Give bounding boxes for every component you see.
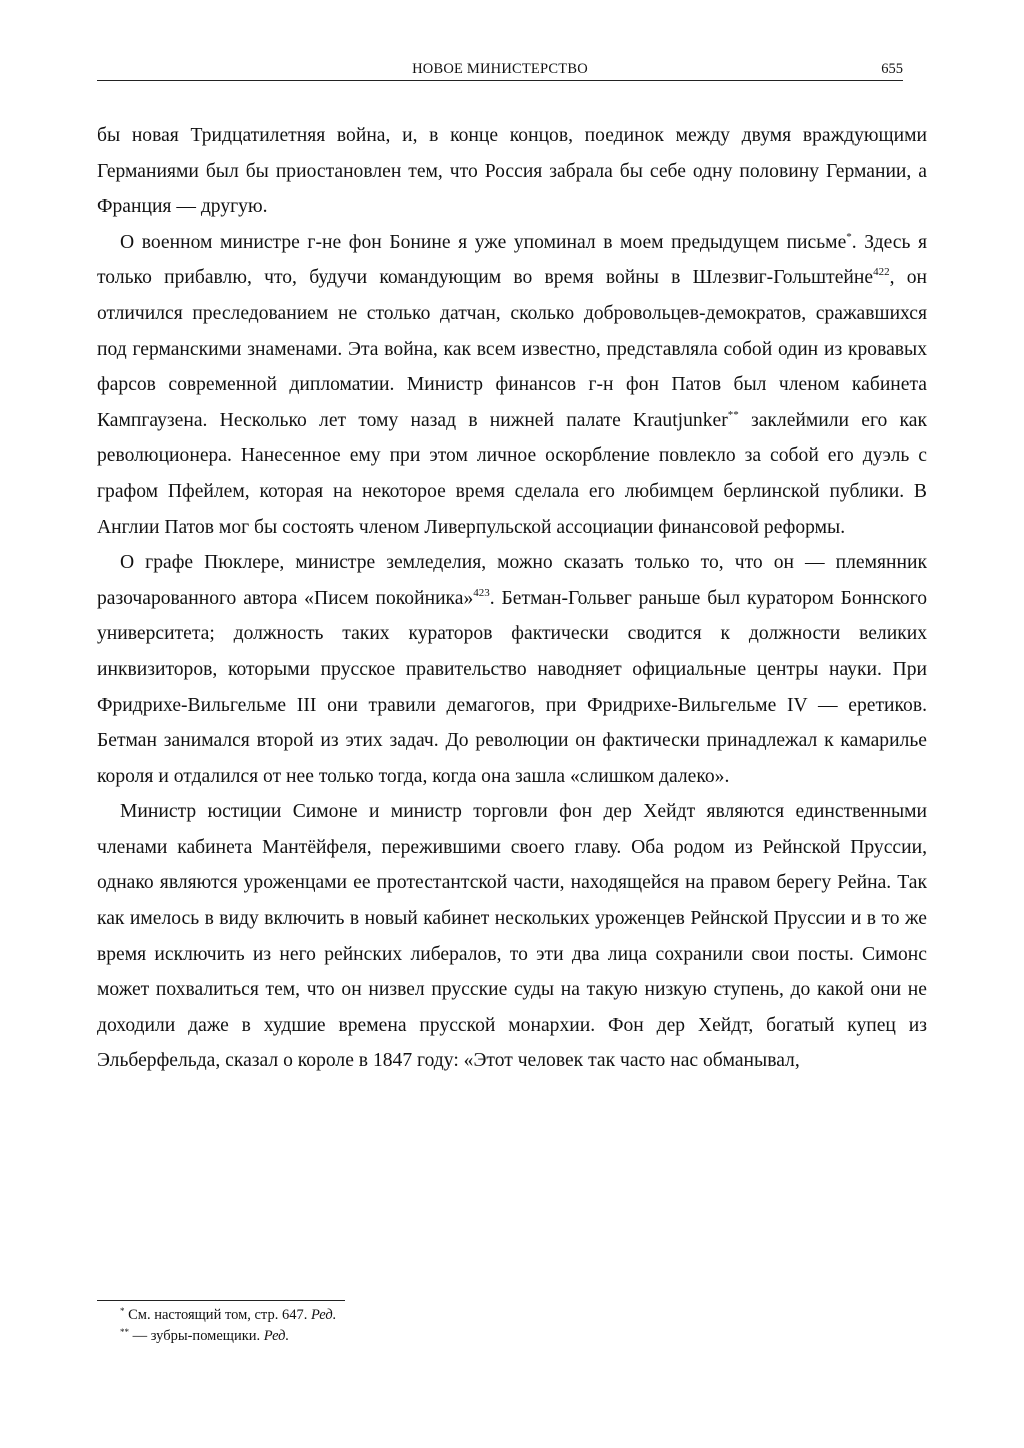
footnote-separator	[97, 1300, 345, 1301]
paragraph	[97, 225, 927, 545]
paragraph	[97, 118, 927, 225]
running-title: НОВОЕ МИНИСТЕРСТВО	[412, 61, 588, 77]
paragraph-text: О графе Пюклере, министре земледелия, можно сказать только то, что он — племянник разочарованного автора «Писем покойника»	[97, 552, 927, 609]
paragraph-text: , он отличился преследованием не столько датчан, сколько добровольцев-демократов, сражавшихся под германскими знаменами. Эта война, как всем известно, представляла собой один из кровавых фарсов современной дипломатии. Министр финансов г-н фон Патов был членом кабинета Кампгаузена. Несколько лет тому назад в нижней палате Krautjunker	[97, 267, 927, 431]
paragraph-text: бы новая Тридцатилетняя война, и, в конце концов, поединок между двумя враждующими Германиями был бы приостановлен тем, что Россия забрала бы себе одну половину Германии, а Франция — другую.	[97, 125, 927, 218]
footnote-reference: 422	[873, 266, 890, 279]
footnote-mark: **	[120, 1327, 129, 1337]
footnote-mark: *	[120, 1306, 125, 1316]
body-text	[97, 118, 927, 1079]
paragraph	[97, 545, 927, 794]
footnote-reference: *	[846, 230, 852, 243]
footnote	[120, 1305, 820, 1326]
editor-note: Ред.	[310, 1307, 337, 1323]
footnote-text: — зубры-помещики.	[129, 1328, 264, 1344]
editor-note: Ред.	[263, 1328, 290, 1344]
running-header	[97, 60, 903, 81]
paragraph-text: . Здесь я только прибавлю, что, будучи командующим во время войны в Шлезвиг-Гольштейне	[97, 231, 928, 289]
paragraph-text: Министр юстиции Симоне и министр торговли фон дер Хейдт являются единственными членами кабинета Мантёйфеля, пережившими своего главу. Оба родом из Рейнской Пруссии, однако являются уроженцами ее протестантской части, находящейся на правом берегу Рейна. Так как имелось в виду включить в новый кабинет нескольких уроженцев Рейнской Пруссии и в то же время исключить из него рейнских либералов, то эти два лица сохранили свои посты. Симонс может похвалиться тем, что он низвел прусские суды на такую низкую ступень, до какой они не доходили даже в худшие времена прусской монархии. Фон дер Хейдт, богатый купец из Эльберфельда, сказал о короле в 1847 году: «Этот человек так часто нас обманывал,	[97, 801, 927, 1072]
footnote-text: См. настоящий том, стр. 647.	[124, 1307, 311, 1323]
paragraph	[97, 794, 927, 1079]
footnote-reference: 423	[473, 586, 490, 599]
footnotes	[120, 1305, 820, 1347]
paragraph-text: . Бетман-Гольвег раньше был куратором Боннского университета; должность таких кураторов фактически сводится к должности великих инквизиторов, которыми прусское правительство наводняет официальные центры науки. При Фридрихе-Вильгельме III они травили демагогов, при Фридрихе-Вильгельме IV — еретиков. Бетман занимался второй из этих задач. До революции он фактически принадлежал к камарилье короля и отдалился от нее только тогда, когда она зашла «слишком далеко».	[97, 587, 927, 787]
footnote-reference: **	[727, 408, 739, 421]
paragraph-text: О военном министре г-не фон Бонине я уже упоминал в моем предыдущем письме	[120, 231, 847, 253]
footnote	[120, 1326, 820, 1347]
page-number: 655	[881, 61, 903, 77]
paragraph-text: заклеймили его как революционера. Нанесенное ему при этом личное оскорбление повлекло за собой его дуэль с графом Пфейлем, которая на некоторое время сделала его любимцем берлинской публики. В Англии Патов мог бы состоять членом Ливерпульской ассоциации финансовой реформы.	[97, 409, 927, 538]
